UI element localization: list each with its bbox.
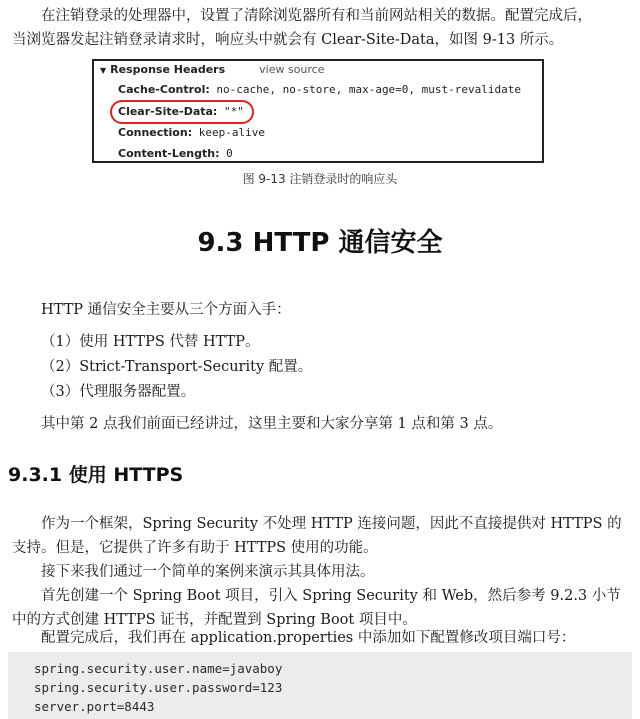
view-source-link: view source: [259, 63, 325, 76]
figure-caption: 图 9-13 注销登录时的响应头: [242, 172, 398, 186]
code-line-3: server.port=8443: [34, 699, 155, 714]
code-line-2: spring.security.user.password=123: [34, 680, 283, 695]
response-headers-heading-row: [100, 63, 325, 76]
body-paragraph-1: 作为一个框架，Spring Security 不处理 HTTP 连接问题，因此不直接提供对 HTTPS 的支持。但是，它提供了许多有助于 HTTPS 使用的功能。: [12, 516, 622, 556]
header-row-connection: [118, 126, 265, 139]
header-value: "*": [223, 105, 244, 118]
response-headers-heading: Response Headers: [110, 63, 226, 76]
header-key: Connection:: [118, 126, 193, 139]
section-note: 其中第 2 点我们前面已经讲过，这里主要和大家分享第 1 点和第 3 点。: [41, 416, 503, 432]
body-paragraph-2: 接下来我们通过一个简单的案例来演示其具体用法。: [41, 564, 375, 580]
intro-line-1: 在注销登录的处理器中，设置了清除浏览器所有和当前网站相关的数据。配置完成后，: [41, 8, 592, 24]
highlight-circle: [110, 100, 254, 124]
collapse-triangle-icon: ▼: [100, 66, 107, 75]
header-value: 0: [226, 147, 233, 160]
code-line-1: spring.security.user.name=javaboy: [34, 661, 283, 676]
list-item-1: （1）使用 HTTPS 代替 HTTP。: [41, 334, 260, 350]
header-value: no-cache, no-store, max-age=0, must-revalidate: [216, 83, 522, 96]
header-row-cache-control: [118, 83, 521, 96]
header-value: keep-alive: [198, 126, 265, 139]
section-intro: HTTP 通信安全主要从三个方面入手：: [41, 302, 291, 318]
body-paragraph-4: 配置完成后，我们再在 application.properties 中添加如下配置修改项目端口号：: [41, 630, 576, 646]
section-title: 9.3 HTTP 通信安全: [197, 228, 443, 258]
header-key: Content-Length:: [118, 147, 220, 160]
intro-line-2: 当浏览器发起注销登录请求时，响应头中就会有 Clear-Site-Data，如图 9-13 所示。: [12, 32, 564, 48]
code-block: [8, 652, 632, 719]
body-paragraph-3: 首先创建一个 Spring Boot 项目，引入 Spring Security 和 Web，然后参考 9.2.3 小节中的方式创建 HTTPS 证书，并配置到 Spring Boot 项目中。: [12, 588, 621, 628]
header-row-content-length: [118, 147, 233, 160]
subsection-title: 9.3.1 使用 HTTPS: [8, 464, 184, 486]
list-item-2: （2）Strict-Transport-Security 配置。: [41, 359, 313, 375]
list-item-3: （3）代理服务器配置。: [41, 384, 196, 400]
header-key: Clear-Site-Data:: [118, 105, 218, 118]
response-headers-panel: [92, 59, 544, 163]
header-key: Cache-Control:: [118, 83, 210, 96]
